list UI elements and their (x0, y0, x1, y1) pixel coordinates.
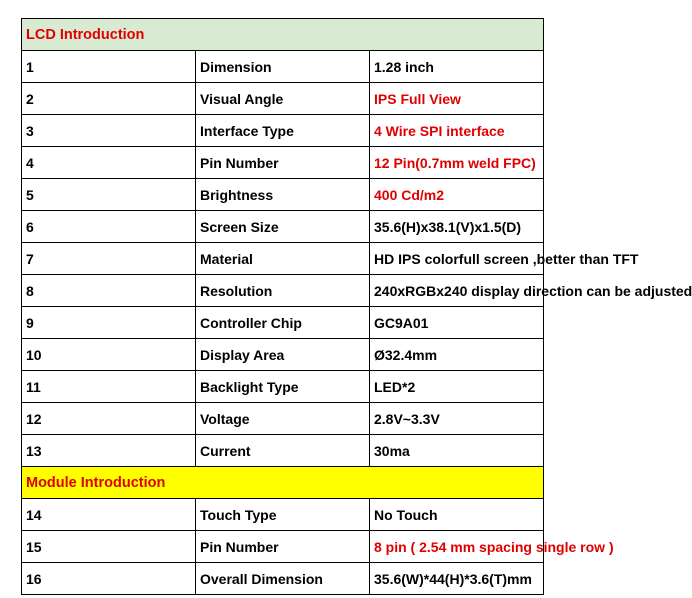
row-value: 30ma (370, 435, 544, 467)
spec-table (21, 18, 692, 595)
row-label: Overall Dimension (196, 563, 370, 595)
row-value: 240xRGBx240 display direction can be adjusted (370, 275, 544, 307)
row-number: 6 (22, 211, 196, 243)
row-label: Pin Number (196, 147, 370, 179)
row-number: 12 (22, 403, 196, 435)
row-value: 1.28 inch (370, 51, 544, 83)
table-row (22, 531, 544, 563)
row-number: 10 (22, 339, 196, 371)
row-value: No Touch (370, 499, 544, 531)
section-header-lcd (22, 19, 544, 51)
row-label: Pin Number (196, 531, 370, 563)
row-value: 35.6(H)x38.1(V)x1.5(D) (370, 211, 544, 243)
table-row (22, 83, 544, 115)
row-label: Touch Type (196, 499, 370, 531)
row-number: 11 (22, 371, 196, 403)
row-value: Ø32.4mm (370, 339, 544, 371)
row-number: 16 (22, 563, 196, 595)
table-row (22, 243, 544, 275)
row-label: Voltage (196, 403, 370, 435)
row-label: Dimension (196, 51, 370, 83)
row-number: 7 (22, 243, 196, 275)
row-label: Brightness (196, 179, 370, 211)
table-row (22, 371, 544, 403)
row-number: 8 (22, 275, 196, 307)
table-row (22, 499, 544, 531)
row-label: Resolution (196, 275, 370, 307)
table-row (22, 435, 544, 467)
row-label: Screen Size (196, 211, 370, 243)
row-value: HD IPS colorfull screen ,better than TFT (370, 243, 544, 275)
row-number: 3 (22, 115, 196, 147)
row-value: LED*2 (370, 371, 544, 403)
table-row (22, 115, 544, 147)
table-row (22, 307, 544, 339)
table-row (22, 147, 544, 179)
row-number: 4 (22, 147, 196, 179)
row-number: 13 (22, 435, 196, 467)
table-row (22, 403, 544, 435)
table-row (22, 51, 544, 83)
section-header-module (22, 467, 544, 499)
row-number: 1 (22, 51, 196, 83)
row-number: 15 (22, 531, 196, 563)
row-value: 35.6(W)*44(H)*3.6(T)mm (370, 563, 544, 595)
row-label: Display Area (196, 339, 370, 371)
row-value: 12 Pin(0.7mm weld FPC) (370, 147, 544, 179)
row-label: Visual Angle (196, 83, 370, 115)
row-value: 2.8V~3.3V (370, 403, 544, 435)
table-row (22, 179, 544, 211)
row-value: 400 Cd/m2 (370, 179, 544, 211)
row-value: 4 Wire SPI interface (370, 115, 544, 147)
table-row (22, 275, 544, 307)
row-label: Material (196, 243, 370, 275)
section-title: LCD Introduction (22, 19, 544, 51)
row-label: Controller Chip (196, 307, 370, 339)
table-row (22, 211, 544, 243)
row-label: Interface Type (196, 115, 370, 147)
row-number: 2 (22, 83, 196, 115)
table-row (22, 563, 544, 595)
row-label: Backlight Type (196, 371, 370, 403)
row-value: IPS Full View (370, 83, 544, 115)
row-label: Current (196, 435, 370, 467)
row-value: 8 pin ( 2.54 mm spacing single row ) (370, 531, 544, 563)
row-number: 9 (22, 307, 196, 339)
row-number: 14 (22, 499, 196, 531)
row-value: GC9A01 (370, 307, 544, 339)
row-number: 5 (22, 179, 196, 211)
table-row (22, 339, 544, 371)
section-title: Module Introduction (22, 467, 544, 499)
